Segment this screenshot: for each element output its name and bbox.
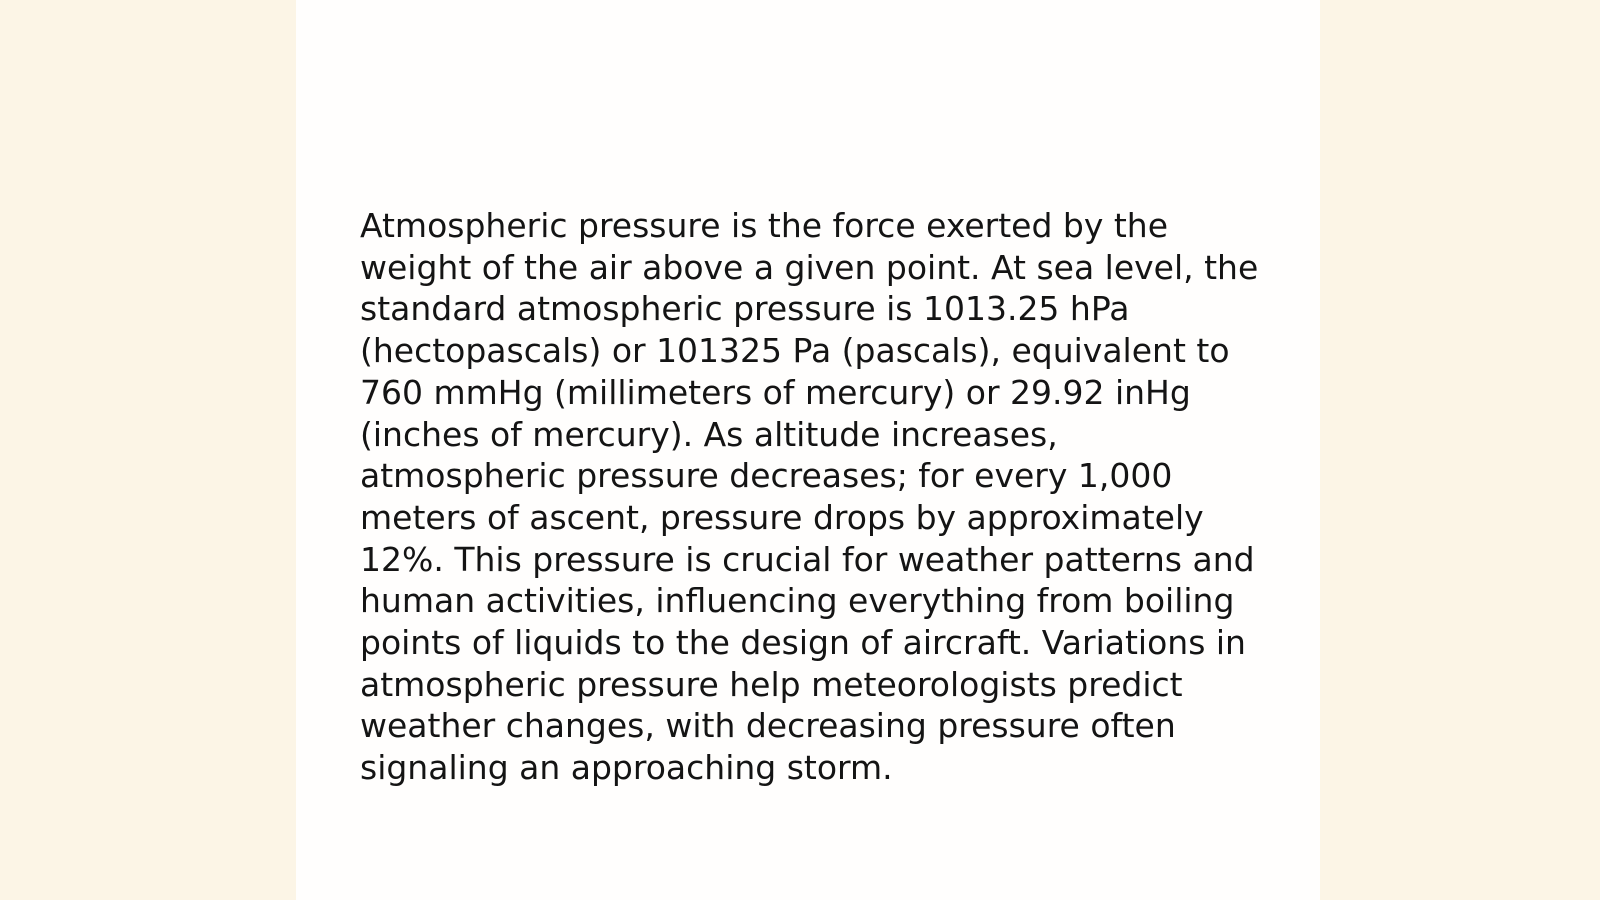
article-paragraph: Atmospheric pressure is the force exerted by the weight of the air above a given point. At sea level, the standard atmospheric pressure is 1013.25 hPa (hectopascals) or 101325 Pa (pascals), equivalent to 760 mmHg (millimeters of mercury) or 29.92 inHg (inches of mercury). As altitude increases, atmospheric pressure decreases; for every 1,000 meters of ascent, pressure drops by approximately 12%. This pressure is crucial for weather patterns and human activities, influencing everything from boiling points of liquids to the design of aircraft. Variations in atmospheric pressure help meteorologists predict weather changes, with decreasing pressure often signaling an approaching storm. [360, 206, 1259, 788]
